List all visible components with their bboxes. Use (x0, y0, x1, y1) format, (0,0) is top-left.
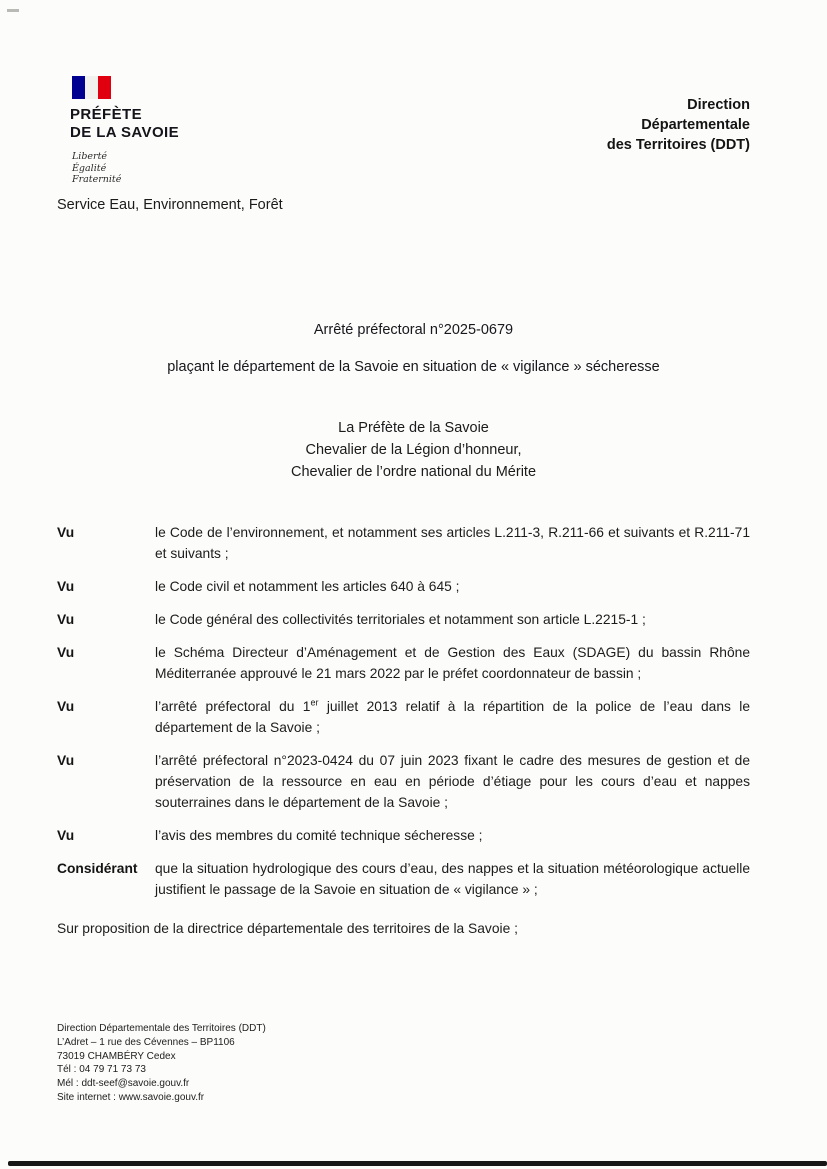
vu-text: l’arrêté préfectoral n°2023-0424 du 07 juin 2023 fixant le cadre des mesures de gestion et de préservation de la ressource en eau en période d’étiage pour les cours d’eau et nappes souterraines dans le département de la Savoie ; (155, 753, 750, 810)
vu-text: le Schéma Directeur d’Aménagement et de Gestion des Eaux (SDAGE) du bassin Rhône Méditerranée approuvé le 21 mars 2022 par le préfet coordonnateur de bassin ; (155, 645, 750, 681)
considerant-item (57, 858, 750, 900)
service-name: Service Eau, Environnement, Forêt (57, 197, 283, 213)
footer-line: Site internet : www.savoie.gouv.fr (57, 1091, 205, 1103)
considerant-text: que la situation hydrologique des cours d’eau, des nappes et la situation météorologique actuelle justifient le passage de la Savoie en situation de « vigilance » ; (155, 861, 750, 897)
direction-line2: Départementale (641, 117, 750, 133)
vu-label: Vu (57, 753, 75, 768)
authority-block (0, 417, 827, 483)
vu-label: Vu (57, 579, 75, 594)
vu-item (57, 522, 750, 564)
vu-item (57, 609, 750, 630)
authority-line2: Chevalier de la Légion d’honneur, (305, 442, 522, 458)
vu-text: l’avis des membres du comité technique sécheresse ; (155, 828, 483, 843)
vu-text: le Code général des collectivités territoriales et notamment son article L.2215-1 ; (155, 612, 646, 627)
vu-item (57, 696, 750, 738)
document-body (57, 522, 750, 939)
footer-line: Direction Départementale des Territoires (DDT) (57, 1023, 266, 1034)
footer-line: Tél : 04 79 71 73 73 (57, 1064, 146, 1076)
logo-motto (72, 151, 179, 186)
ordinal-superscript: er (310, 697, 319, 708)
footer-line: Mél : ddt-seef@savoie.gouv.fr (57, 1078, 190, 1090)
title-subject: plaçant le département de la Savoie en situation de « vigilance » sécheresse (167, 359, 660, 375)
considerant-label: Considérant (57, 861, 138, 876)
direction-line1: Direction (687, 97, 750, 113)
french-flag-icon (72, 76, 111, 99)
direction-header (607, 95, 750, 155)
vu-text: le Code civil et notamment les articles 640 à 645 ; (155, 579, 460, 594)
vu-item (57, 576, 750, 597)
scan-artifact-bottom-edge (8, 1161, 827, 1166)
title-number: Arrêté préfectoral n°2025-0679 (313, 322, 514, 338)
vu-item (57, 825, 750, 846)
footer-line: L’Adret – 1 rue des Cévennes – BP1106 (57, 1036, 235, 1048)
vu-item (57, 642, 750, 684)
vu-text-part: l’arrêté préfectoral du 1 (155, 699, 311, 714)
motto-egalite: Égalité (72, 162, 107, 174)
vu-label: Vu (57, 699, 75, 714)
vu-item (57, 750, 750, 813)
vu-label: Vu (57, 828, 75, 843)
logo-institution-line1: PRÉFÈTE (70, 106, 142, 123)
motto-fraternite: Fraternité (72, 174, 122, 185)
authority-line1: La Préfète de la Savoie (338, 420, 489, 436)
footer-line: 73019 CHAMBÉRY Cedex (57, 1050, 176, 1062)
vu-text (155, 696, 750, 738)
proposition-line: Sur proposition de la directrice départementale des territoires de la Savoie ; (57, 921, 518, 936)
motto-liberte: Liberté (72, 151, 108, 162)
vu-label: Vu (57, 645, 75, 660)
scan-artifact-dot (7, 9, 19, 12)
vu-text-part: juillet 2013 relatif à la répartition de la police de l’eau dans le département de la Savoie ; (155, 699, 750, 735)
vu-text: le Code de l’environnement, et notamment ses articles L.211-3, R.211-66 et suivants et R.211-71 et suivants ; (155, 525, 750, 561)
vu-label: Vu (57, 612, 75, 627)
document-title (0, 322, 827, 375)
direction-line3: des Territoires (DDT) (606, 137, 750, 153)
prefecture-logo (70, 76, 179, 186)
vu-label: Vu (57, 525, 75, 540)
footer-contact-block (57, 1022, 266, 1105)
logo-institution-line2: DE LA SAVOIE (70, 124, 179, 141)
authority-line3: Chevalier de l’ordre national du Mérite (290, 464, 537, 480)
